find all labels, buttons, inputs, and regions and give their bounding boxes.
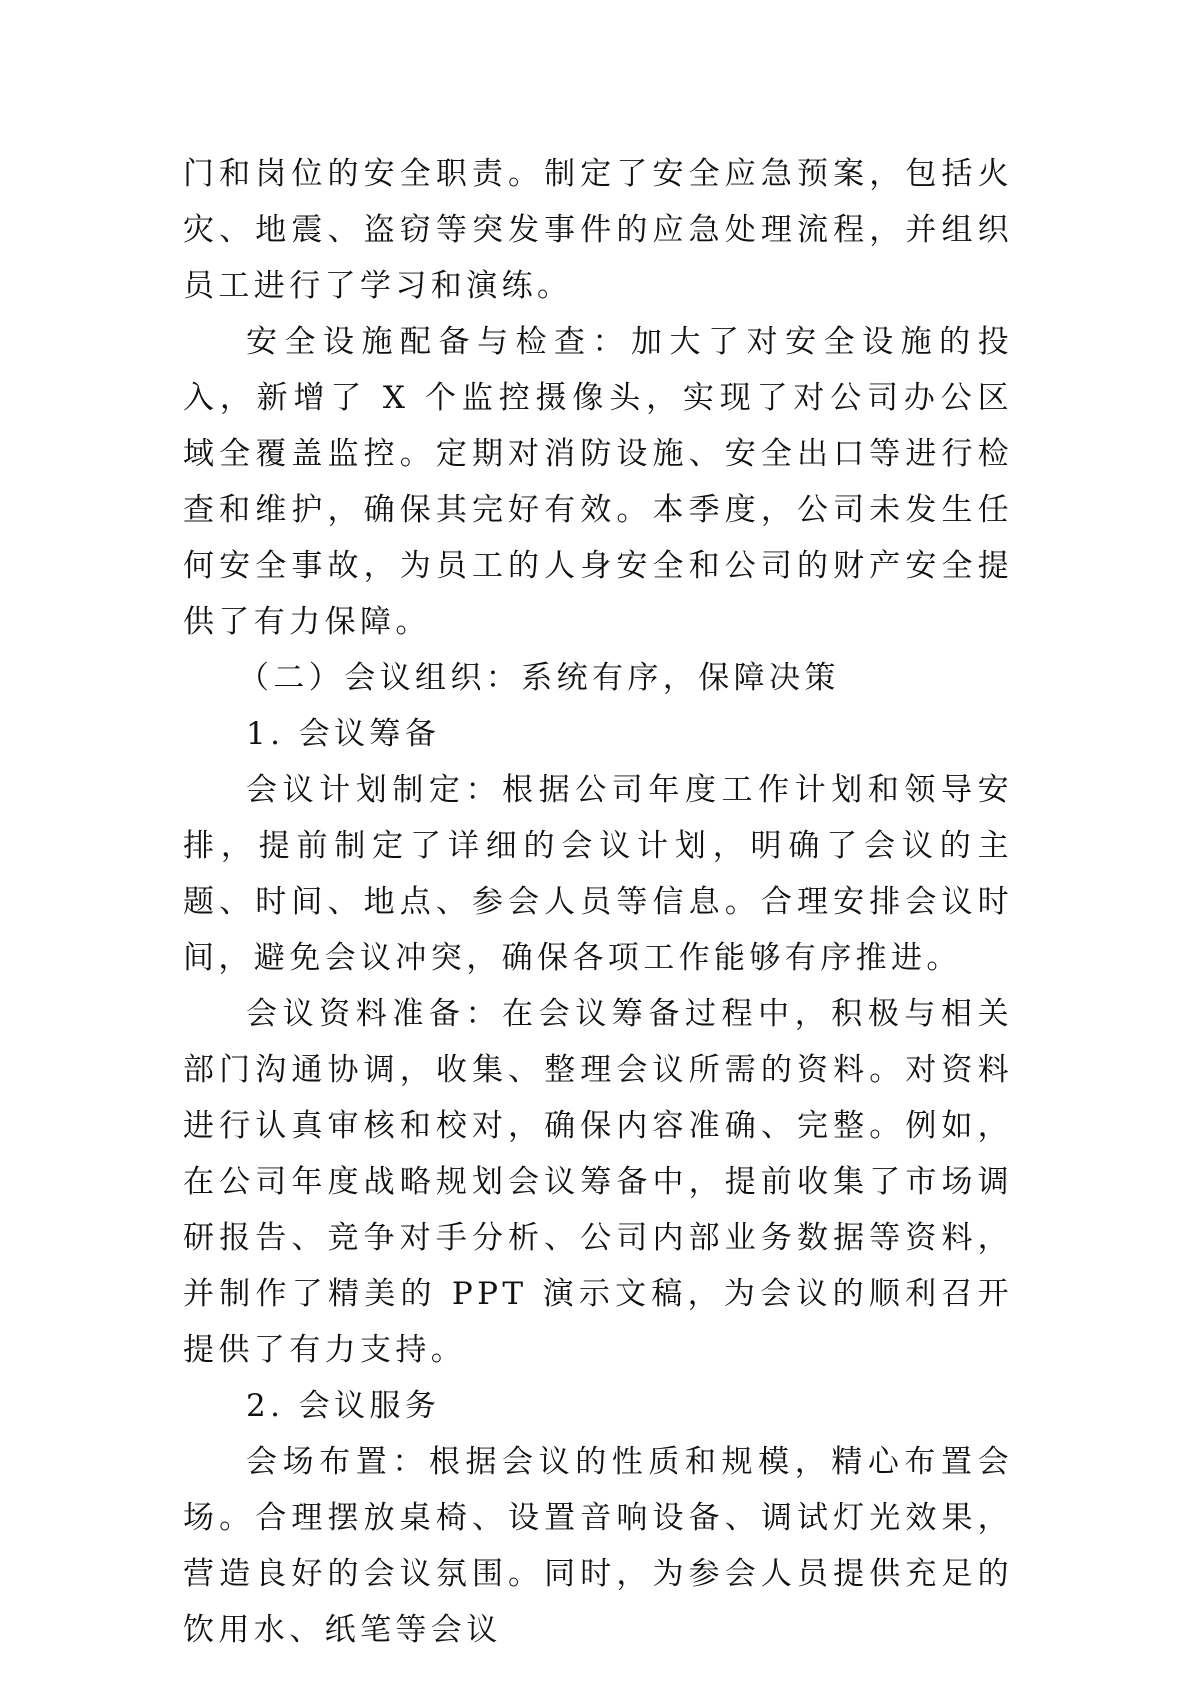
paragraph-venue-setup: 会场布置：根据会议的性质和规模，精心布置会场。合理摆放桌椅、设置音响设备、调试灯光效果，营造良好的会议氛围。同时，为参会人员提供充足的饮用水、纸笔等会议 (183, 1444, 1013, 1648)
document-body (183, 146, 1013, 1658)
paragraph-safety-facilities: 安全设施配备与检查：加大了对安全设施的投入，新增了 X 个监控摄像头，实现了对公司办公区域全覆盖监控。定期对消防设施、安全出口等进行检查和维护，确保其完好有效。本季度，公司未发生任何安全事故，为员工的人身安全和公司的财产安全提供了有力保障。 (183, 324, 1013, 640)
numbered-heading-meeting-service: 2. 会议服务 (246, 1388, 441, 1424)
paragraph-meeting-plan: 会议计划制定：根据公司年度工作计划和领导安排，提前制定了详细的会议计划，明确了会议的主题、时间、地点、参会人员等信息。合理安排会议时间，避免会议冲突，确保各项工作能够有序推进。 (183, 772, 1013, 976)
section-heading-meeting-organization: （二）会议组织：系统有序，保障决策 (238, 660, 840, 696)
numbered-heading-meeting-preparation: 1. 会议筹备 (246, 716, 441, 752)
paragraph-continued: 门和岗位的安全职责。制定了安全应急预案，包括火灾、地震、盗窃等突发事件的应急处理流程，并组织员工进行了学习和演练。 (183, 156, 1013, 304)
paragraph-meeting-materials: 会议资料准备：在会议筹备过程中，积极与相关部门沟通协调，收集、整理会议所需的资料。对资料进行认真审核和校对，确保内容准确、完整。例如，在公司年度战略规划会议筹备中，提前收集了市场调研报告、竞争对手分析、公司内部业务数据等资料，并制作了精美的 PPT 演示文稿，为会议的顺利召开提供了有力支持。 (183, 996, 1013, 1368)
